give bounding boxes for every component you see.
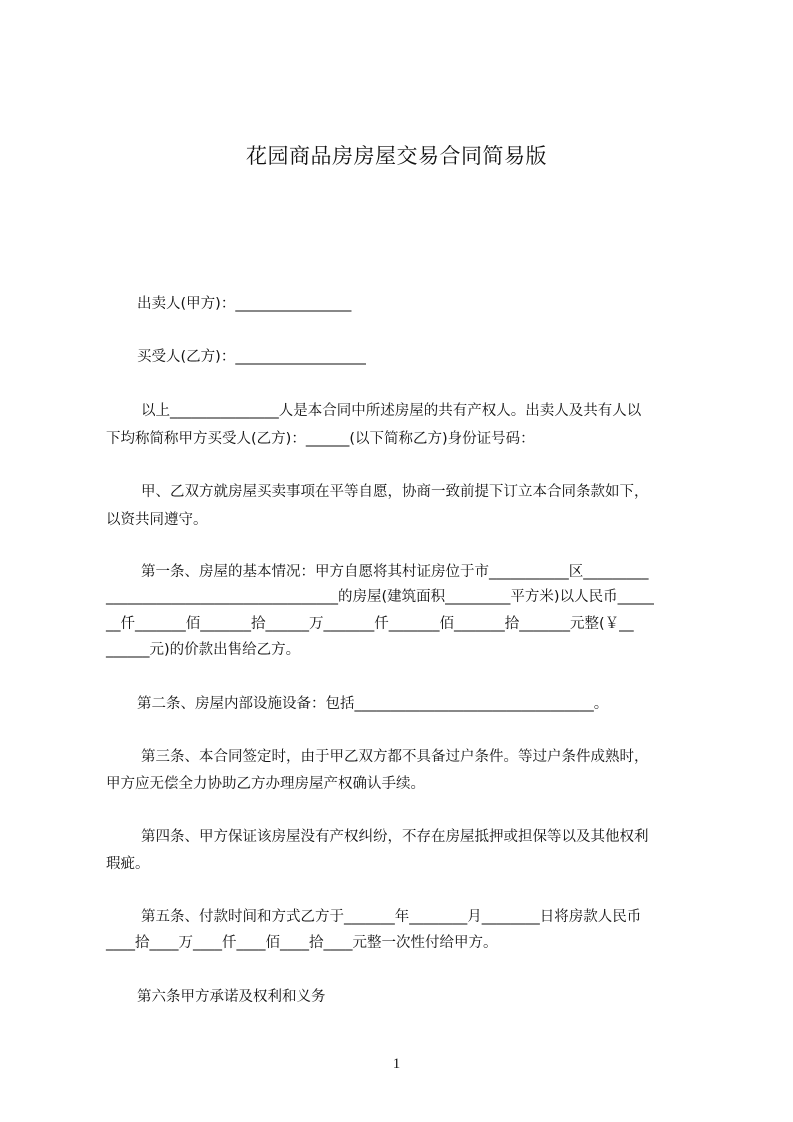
- article-5-line-1: 第五条、付款时间和方式乙方于_______年________月________日将房款人民币: [141, 909, 642, 925]
- article-1-line-2: ________________________________的房屋(建筑面积_________平方米)以人民币_____: [106, 589, 654, 605]
- article-4-line-1: 第四条、甲方保证该房屋没有产权纠纷，不存在房屋抵押或担保等以及其他权利: [141, 829, 649, 845]
- document-title: 花园商品房房屋交易合同简易版: [246, 144, 547, 168]
- page-number: 1: [392, 1056, 401, 1072]
- article-2-line: 第二条、房屋内部设施设备：包括_________________________________。: [137, 696, 609, 712]
- article-1-line-4: ______元)的价款出售给乙方。: [106, 642, 301, 658]
- preamble-line-2: 以资共同遵守。: [106, 512, 208, 528]
- article-5-line-2: ____拾____万____仟____佰____拾____元整一次性付给甲方。: [106, 935, 498, 951]
- preamble-line-1: 甲、乙双方就房屋买卖事项在平等自愿，协商一致前提下订立本合同条款如下，: [141, 484, 649, 500]
- seller-line: 出卖人(甲方)：________________: [137, 296, 352, 312]
- article-1-line-1: 第一条、房屋的基本情况：甲方自愿将其村证房位于市___________区_________: [141, 564, 649, 580]
- article-3-line-2: 甲方应无偿全力协助乙方办理房屋产权确认手续。: [106, 776, 425, 792]
- buyer-line: 买受人(乙方)：__________________: [137, 349, 366, 365]
- article-4-line-2: 瑕疵。: [106, 856, 150, 872]
- co-owner-line-2: 下均称简称甲方买受人(乙方)：______(以下简称乙方)身份证号码：: [106, 431, 535, 447]
- co-owner-line-1: 以上_______________人是本合同中所述房屋的共有产权人。出卖人及共有人以: [141, 403, 642, 419]
- article-3-line-1: 第三条、本合同签定时，由于甲乙双方都不具备过户条件。等过户条件成熟时，: [141, 749, 649, 765]
- article-6-heading: 第六条甲方承诺及权利和义务: [137, 989, 326, 1005]
- article-1-line-3: __仟_______佰_______拾______万_______仟_______佰_______拾_______元整(￥__: [106, 616, 634, 632]
